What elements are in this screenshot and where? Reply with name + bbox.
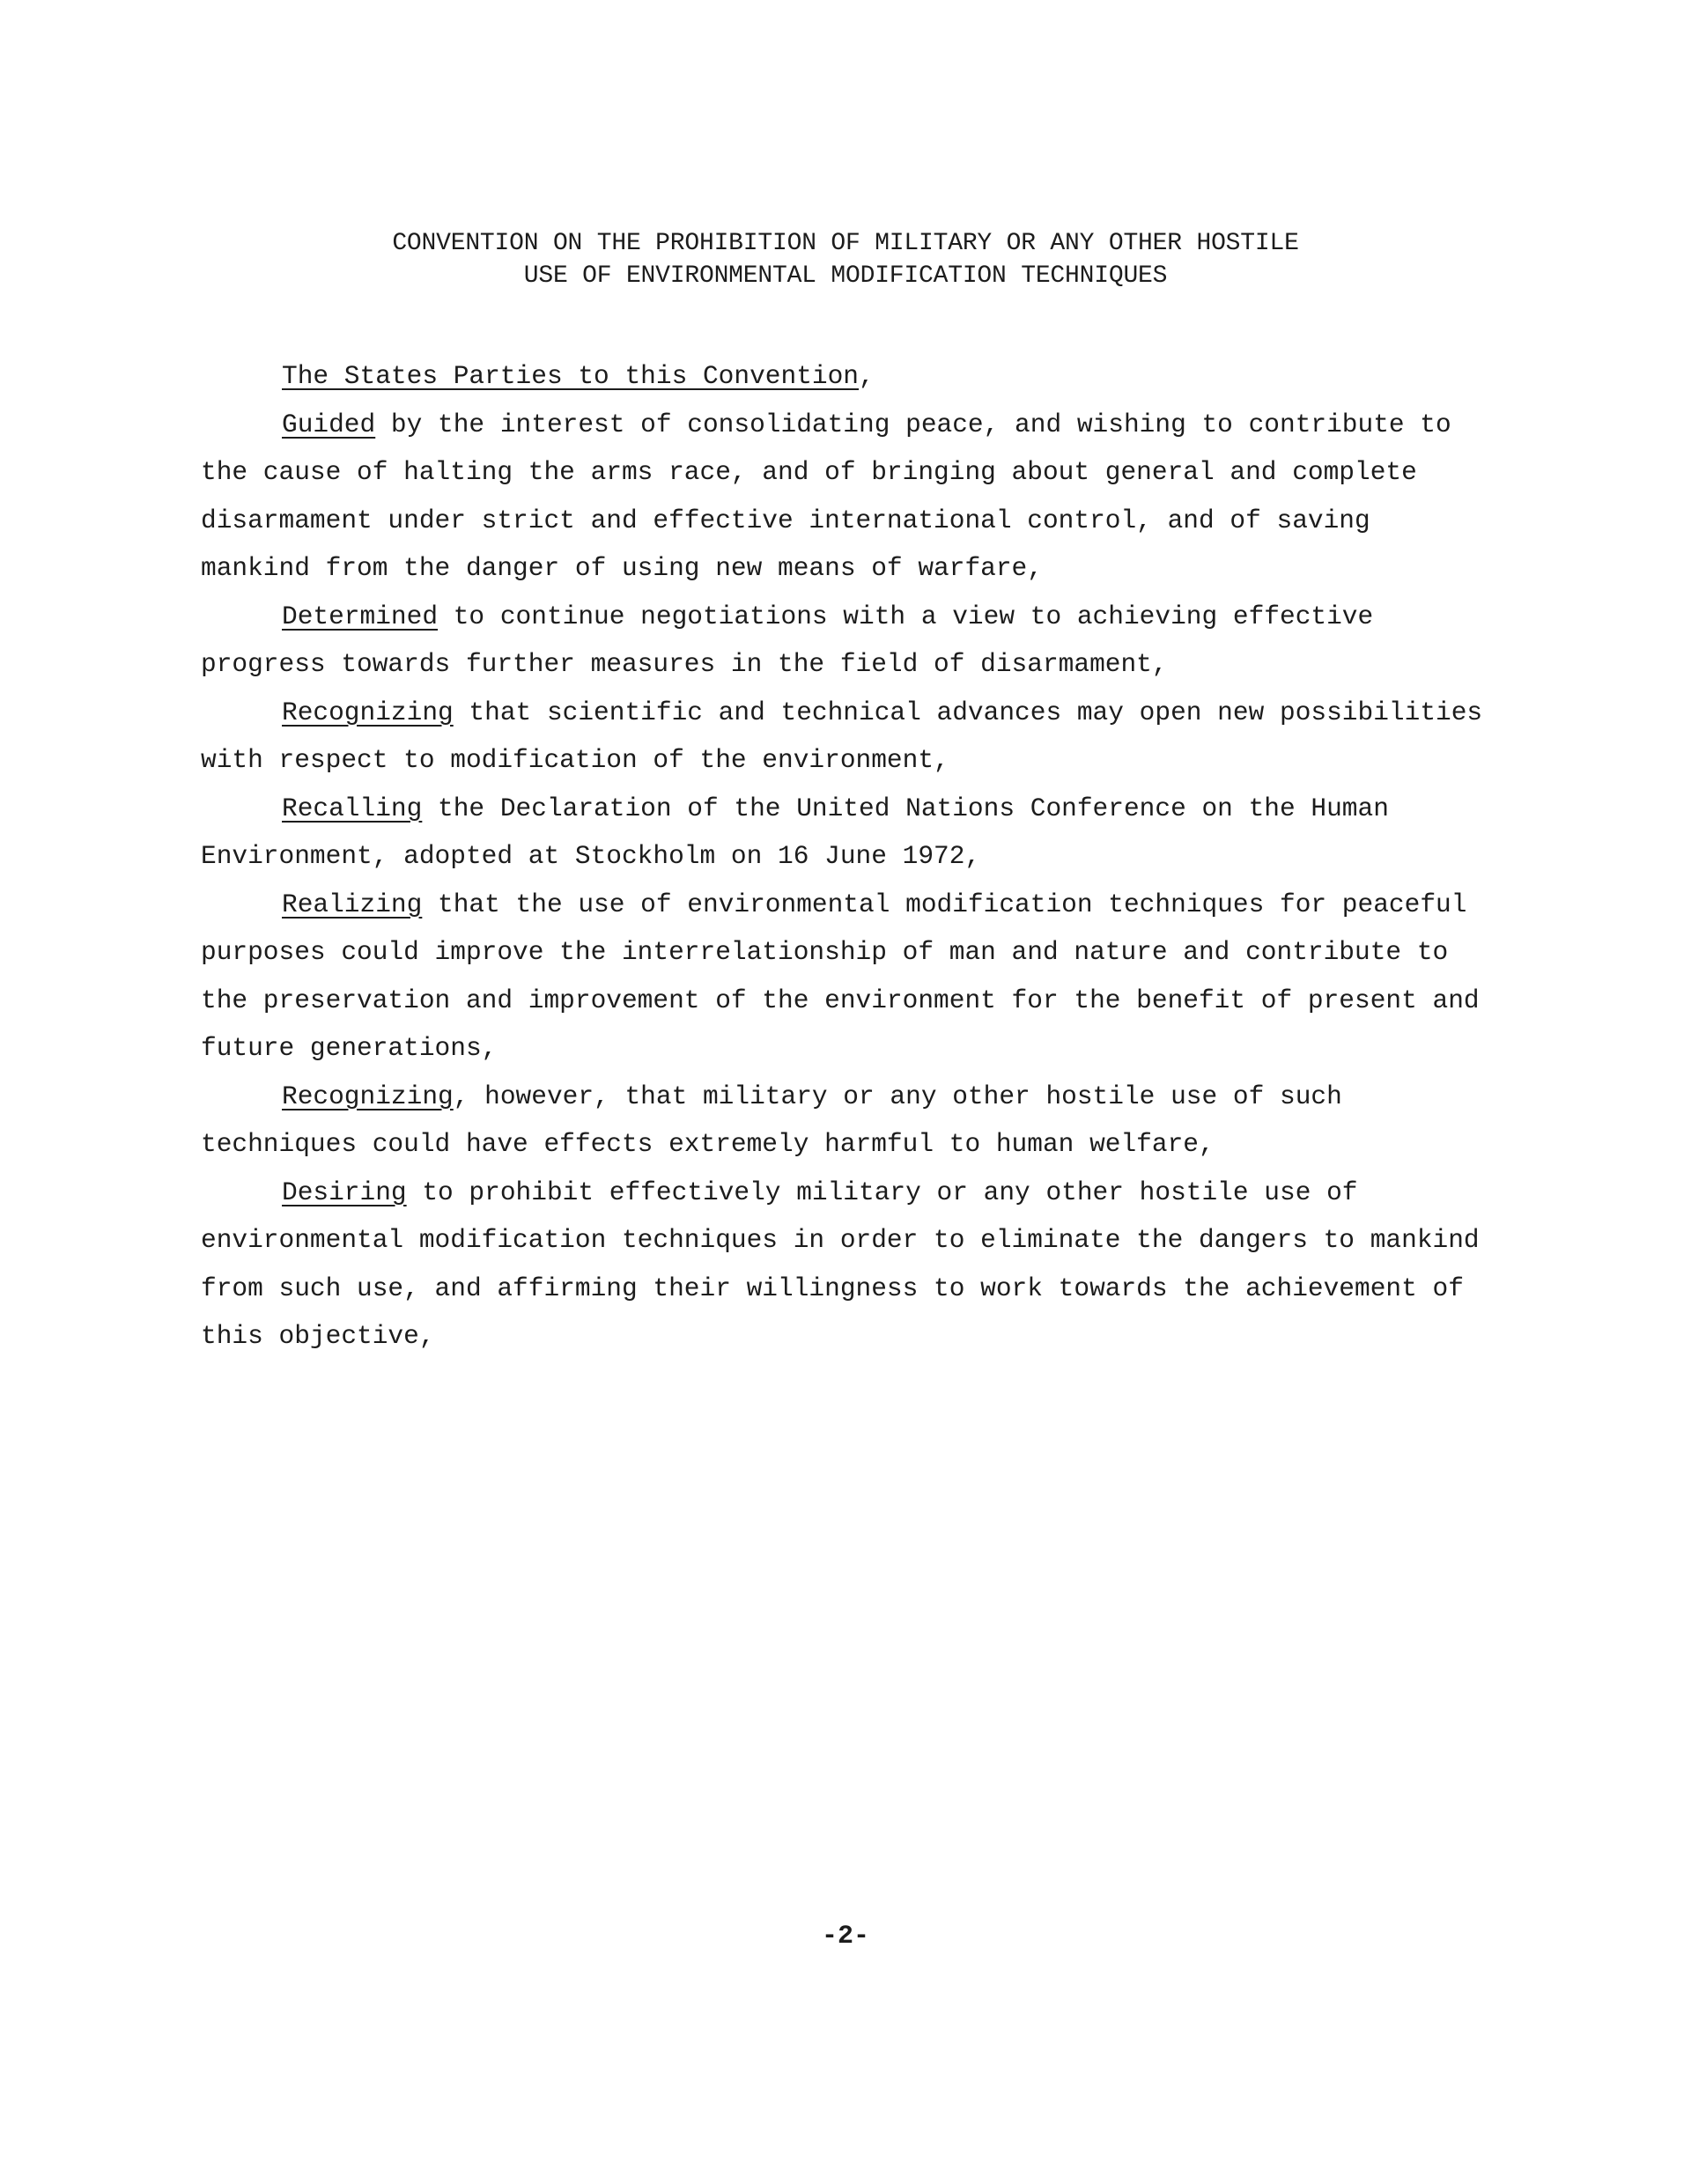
keyword-guided: Guided	[282, 409, 376, 439]
paragraph-line: to continue negotiations with a view to achieving effective	[438, 601, 1374, 631]
paragraph-line: to prohibit effectively military or any other hostile use of	[406, 1177, 1358, 1207]
keyword-realizing: Realizing	[282, 889, 423, 919]
preamble-heading	[201, 352, 1504, 401]
paragraph-guided	[201, 401, 1504, 449]
keyword-recognizing: Recognizing	[282, 697, 454, 727]
paragraph-line: environmental modification techniques in order to eliminate the dangers to mankind	[201, 1225, 1480, 1255]
keyword-recognizing: Recognizing	[282, 1081, 454, 1111]
paragraph-line: from such use, and affirming their willingness to work towards the achievement of	[201, 1273, 1464, 1303]
paragraph-line: techniques could have effects extremely harmful to human welfare,	[201, 1129, 1215, 1159]
page-number: -2-	[821, 1922, 869, 1952]
paragraph-line: by the interest of consolidating peace, and wishing to contribute to	[375, 409, 1451, 439]
keyword-recalling: Recalling	[282, 793, 423, 823]
title-line-2: USE OF ENVIRONMENTAL MODIFICATION TECHNIQUES	[523, 262, 1168, 290]
paragraph-line: this objective,	[201, 1321, 435, 1351]
paragraph-line: with respect to modification of the environment,	[201, 745, 949, 775]
paragraph-line: the cause of halting the arms race, and of bringing about general and complete	[201, 457, 1417, 487]
preamble	[201, 352, 1504, 1361]
paragraph-line: Environment, adopted at Stockholm on 16 June 1972,	[201, 841, 981, 871]
paragraph-line: future generations,	[201, 1033, 498, 1063]
paragraph-line: mankind from the danger of using new means of warfare,	[201, 553, 1043, 583]
paragraph-recalling	[201, 785, 1504, 833]
keyword-determined: Determined	[282, 601, 439, 631]
title-line-1: CONVENTION ON THE PROHIBITION OF MILITARY OR ANY OTHER HOSTILE	[392, 230, 1299, 257]
paragraph-line: , however, that military or any other hostile use of such	[453, 1081, 1342, 1111]
paragraph-line: purposes could improve the interrelationship of man and nature and contribute to	[201, 937, 1449, 967]
paragraph-recognizing	[201, 689, 1504, 737]
paragraph-line: that scientific and technical advances may open new possibilities	[453, 697, 1483, 727]
paragraph-line: that the use of environmental modification techniques for peaceful	[422, 889, 1467, 919]
paragraph-desiring	[201, 1169, 1504, 1217]
preamble-heading-tail: ,	[859, 361, 875, 391]
document-title	[0, 227, 1691, 292]
paragraph-determined	[201, 593, 1504, 641]
paragraph-realizing	[201, 881, 1504, 929]
paragraph-line: progress towards further measures in the field of disarmament,	[201, 649, 1168, 679]
keyword-desiring: Desiring	[282, 1177, 407, 1207]
paragraph-line: disarmament under strict and effective international control, and of saving	[201, 505, 1370, 535]
preamble-heading-text: The States Parties to this Convention	[282, 361, 860, 391]
paragraph-line: the preservation and improvement of the environment for the benefit of present and	[201, 985, 1480, 1015]
paragraph-recognizing-however	[201, 1073, 1504, 1121]
paragraph-line: the Declaration of the United Nations Conference on the Human	[422, 793, 1389, 823]
